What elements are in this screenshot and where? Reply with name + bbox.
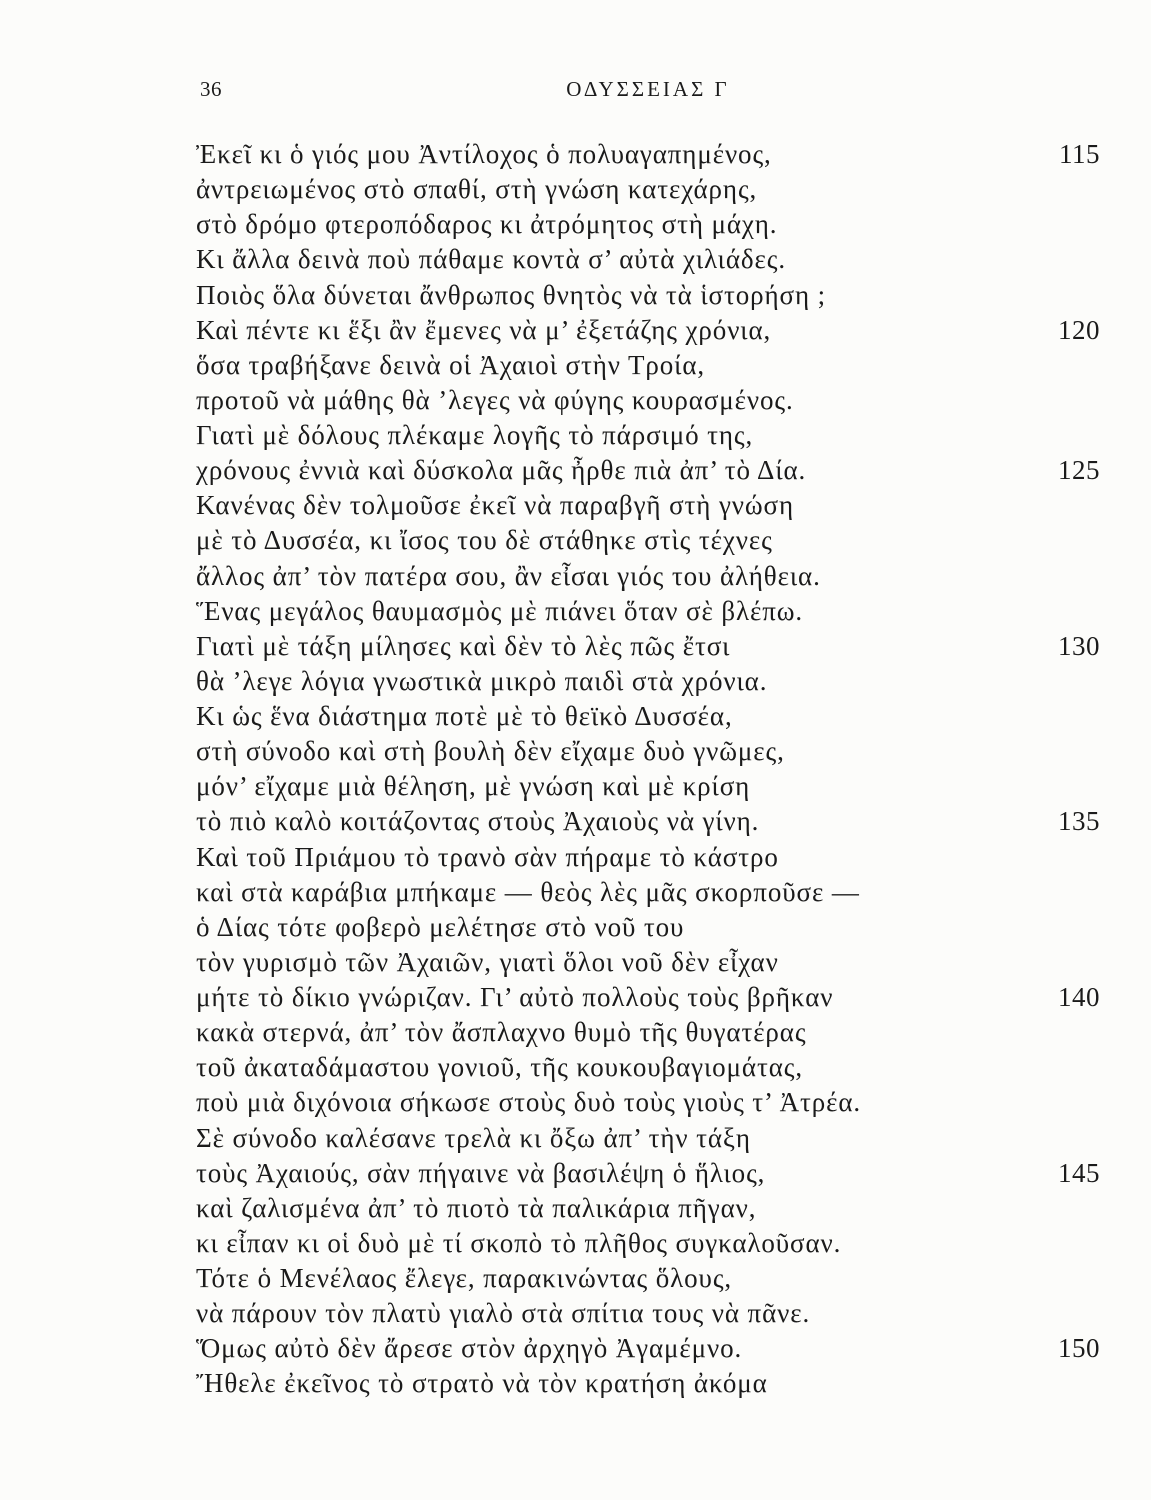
verse-text: Γιατὶ μὲ τάξη μίλησες καὶ δὲν τὸ λὲς πῶς ἔτσι [196, 630, 731, 661]
verse-line [196, 348, 1100, 383]
verse-line [196, 383, 1100, 418]
verse-line [196, 418, 1100, 453]
verse-line [196, 945, 1100, 980]
verse-text: Γιατὶ μὲ δόλους πλέκαμε λογῆς τὸ πάρσιμό της, [196, 420, 754, 450]
verse-line [196, 594, 1100, 629]
verse-text: ὁ Δίας τότε φοβερὸ μελέτησε στὸ νοῦ του [196, 911, 685, 942]
line-number: 120 [1058, 314, 1100, 345]
verse-text: Σὲ σύνοδο καλέσανε τρελὰ κι ὄξω ἀπ’ τὴν τάξη [196, 1122, 751, 1153]
line-number: 135 [1058, 806, 1100, 837]
verse-line [196, 629, 1100, 664]
verse-text: Ἤθελε ἐκεῖνος τὸ στρατὸ νὰ τὸν κρατήση ἀκόμα [196, 1368, 768, 1399]
line-number: 115 [1059, 139, 1100, 169]
verse-text: ἄλλος ἀπ’ τὸν πατέρα σου, ἂν εἶσαι γιός του ἀλήθεια. [196, 560, 821, 591]
line-number: 130 [1058, 630, 1100, 661]
verse-line [196, 313, 1100, 348]
verse-line [196, 1191, 1100, 1226]
verse-line [196, 980, 1100, 1015]
verse-line [196, 910, 1100, 945]
verse-line [196, 734, 1100, 769]
verse-line [196, 664, 1100, 699]
page-header [196, 74, 1100, 104]
verse-text: στὴ σύνοδο καὶ στὴ βουλὴ δὲν εἴχαμε δυὸ γνῶμες, [196, 736, 785, 767]
verse-text: κι εἶπαν κι οἱ δυὸ μὲ τί σκοπὸ τὸ πλῆθος συγκαλοῦσαν. [196, 1227, 842, 1258]
verse-line [196, 137, 1100, 172]
verse-text: χρόνους ἐννιὰ καὶ δύσκολα μᾶς ἦρθε πιὰ ἀπ’ τὸ Δία. [196, 455, 807, 486]
verse-text: καὶ ζαλισμένα ἀπ’ τὸ πιοτὸ τὰ παλικάρια πῆγαν, [196, 1192, 757, 1223]
verse-line [196, 840, 1100, 875]
verse-line [196, 1121, 1100, 1156]
verse-line [196, 1226, 1100, 1261]
verse-line [196, 242, 1100, 277]
verse-text: Κι ἄλλα δεινὰ ποὺ πάθαμε κοντὰ σ’ αὐτὰ χιλιάδες. [196, 244, 786, 275]
verse-text: Ἕνας μεγάλος θαυμασμὸς μὲ πιάνει ὅταν σὲ βλέπω. [196, 595, 804, 626]
verse-line [196, 1331, 1100, 1366]
verse-text: θὰ ’λεγε λόγια γνωστικὰ μικρὸ παιδὶ στὰ χρόνια. [196, 665, 768, 696]
verse-text: τὸ πιὸ καλὸ κοιτάζοντας στοὺς Ἀχαιοὺς νὰ γίνη. [196, 806, 760, 837]
verse-text: νὰ πάρουν τὸν πλατὺ γιαλὸ στὰ σπίτια τους νὰ πᾶνε. [196, 1298, 811, 1329]
verse-line [196, 804, 1100, 839]
verse-text: Κι ὡς ἕνα διάστημα ποτὲ μὲ τὸ θεϊκὸ Δυσσέα, [196, 701, 733, 731]
verse-line [196, 278, 1100, 313]
verse-text: Ποιὸς ὅλα δύνεται ἄνθρωπος θνητὸς νὰ τὰ ἱστορήση ; [196, 279, 827, 310]
verse-text: τὸν γυρισμὸ τῶν Ἀχαιῶν, γιατὶ ὅλοι νοῦ δὲν εἶχαν [196, 946, 779, 977]
running-title: ΟΔΥΣΣΕΙΑΣ Γ [566, 77, 730, 101]
verse-text: ἀντρειωμένος στὸ σπαθί, στὴ γνώση κατεχάρης, [196, 174, 758, 205]
verse-text: κακὰ στερνά, ἀπ’ τὸν ἄσπλαχνο θυμὸ τῆς θυγατέρας [196, 1017, 807, 1048]
verse-text: στὸ δρόμο φτεροπόδαρος κι ἀτρόμητος στὴ μάχη. [196, 209, 778, 240]
verse-line [196, 207, 1100, 242]
verse-line [196, 1015, 1100, 1050]
verse-text: τοῦ ἀκαταδάμαστου γονιοῦ, τῆς κουκουβαγιομάτας, [196, 1052, 804, 1083]
verse-line [196, 1050, 1100, 1085]
verse-line [196, 769, 1100, 804]
verse-text: Ἐκεῖ κι ὁ γιός μου Ἀντίλοχος ὁ πολυαγαπημένος, [196, 139, 772, 169]
verse-line [196, 1085, 1100, 1120]
verse-line [196, 523, 1100, 558]
verse-text: ποὺ μιὰ διχόνοια σήκωσε στοὺς δυὸ τοὺς γιοὺς τ’ Ἀτρέα. [196, 1087, 862, 1118]
verse-text: Τότε ὁ Μενέλαος ἔλεγε, παρακινώντας ὅλους, [196, 1263, 733, 1293]
verse-text: Καὶ τοῦ Πριάμου τὸ τρανὸ σὰν πήραμε τὸ κάστρο [196, 841, 779, 872]
verse-text: Κανένας δὲν τολμοῦσε ἐκεῖ νὰ παραβγῆ στὴ γνώση [196, 490, 795, 521]
line-number: 125 [1058, 455, 1100, 486]
verse-line [196, 488, 1100, 523]
verse-line [196, 1296, 1100, 1331]
verse-text: Καὶ πέντε κι ἕξι ἂν ἔμενες νὰ μ’ ἐξετάζης χρόνια, [196, 314, 772, 345]
line-number: 145 [1058, 1157, 1100, 1188]
line-number: 140 [1058, 982, 1100, 1012]
page-number: 36 [200, 77, 222, 101]
verse-text: ὅσα τραβήξανε δεινὰ οἱ Ἀχαιοὶ στὴν Τροία, [196, 349, 706, 380]
verse-line [196, 875, 1100, 910]
verse-text: τοὺς Ἀχαιούς, σὰν πήγαινε νὰ βασιλέψη ὁ ἥλιος, [196, 1157, 766, 1188]
verse-line [196, 699, 1100, 734]
verse-text: μὲ τὸ Δυσσέα, κι ἴσος του δὲ στάθηκε στὶς τέχνες [196, 525, 773, 556]
verse-line [196, 1156, 1100, 1191]
line-number: 150 [1058, 1333, 1100, 1364]
verse-line [196, 1366, 1100, 1401]
verse-line [196, 172, 1100, 207]
verse-line [196, 559, 1100, 594]
verse-block [196, 137, 1100, 1402]
verse-line [196, 1261, 1100, 1296]
verse-text: προτοῦ νὰ μάθης θὰ ’λεγες νὰ φύγης κουρασμένος. [196, 384, 794, 415]
verse-text: καὶ στὰ καράβια μπήκαμε — θεὸς λὲς μᾶς σκορποῦσε — [196, 876, 860, 907]
verse-text: μόν’ εἴχαμε μιὰ θέληση, μὲ γνώση καὶ μὲ κρίση [196, 771, 751, 802]
verse-text: Ὅμως αὐτὸ δὲν ἄρεσε στὸν ἀρχηγὸ Ἀγαμέμνο. [196, 1333, 743, 1364]
verse-text: μήτε τὸ δίκιο γνώριζαν. Γι’ αὐτὸ πολλοὺς τοὺς βρῆκαν [196, 982, 834, 1012]
verse-line [196, 453, 1100, 488]
